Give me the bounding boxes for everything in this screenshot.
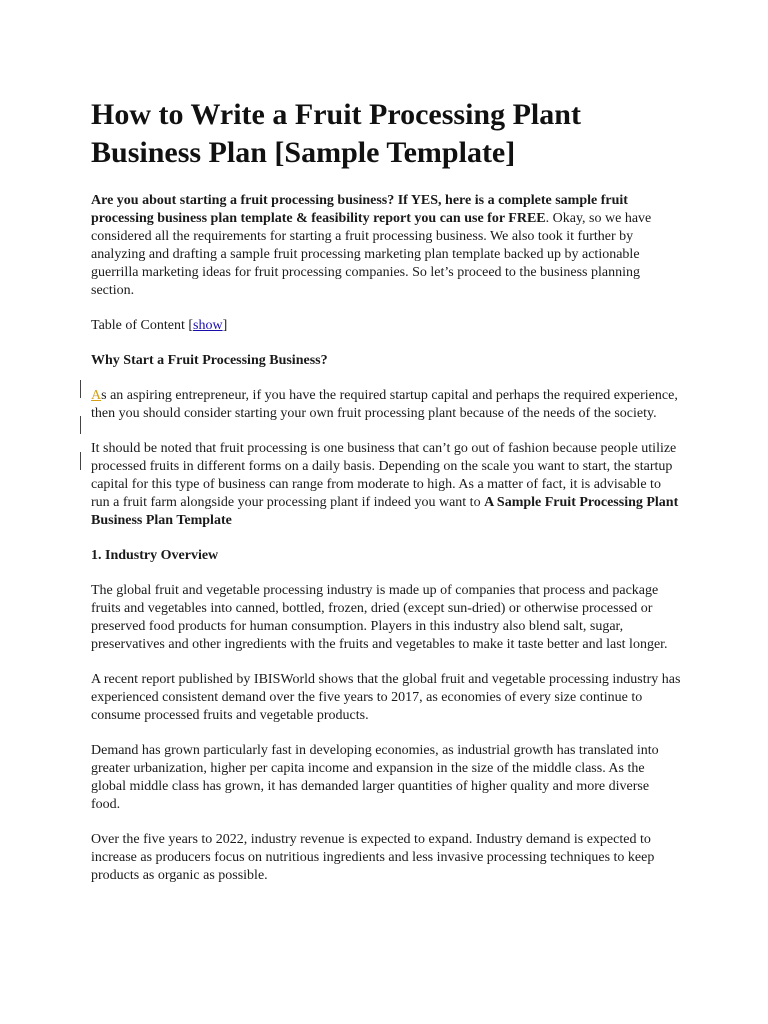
toc-label: Table of Content [ [91, 318, 194, 333]
toc-show-link[interactable]: show [193, 318, 223, 333]
paragraph-fashion [91, 440, 681, 530]
intro-paragraph [91, 192, 681, 300]
page-title: How to Write a Fruit Processing Plant Business Plan [Sample Template] [91, 98, 581, 169]
paragraph-fashion-bold: A Sample Fruit Processing Plant Business Plan Template [91, 495, 679, 528]
why-heading-text: Why Start a Fruit Processing Business? [91, 353, 328, 368]
overview-paragraph: The global fruit and vegetable processing industry is made up of companies that process and package fruits and vegetables into canned, bottled, frozen, dried (except sun-dried) or otherwise processed or preserved food products for human consumption. Players in this industry also blend salt, sugar, preservatives and other ingredients with the fruits and vegetables to make it taste better and last longer. [91, 583, 668, 652]
first-letter: A [91, 388, 102, 403]
paragraph-aspiring [91, 387, 681, 423]
toc-close: ] [222, 318, 228, 333]
margin-bar [80, 416, 81, 434]
paragraph-aspiring-rest: s an aspiring entrepreneur, if you have the required startup capital and perhaps the required experience, then you should consider starting your own fruit processing plant because of the needs of the society. [91, 388, 678, 421]
overview-paragraph: Demand has grown particularly fast in developing economies, as industrial growth has translated into greater urbanization, higher per capita income and expansion in the size of the middle class. As the global middle class has grown, it has demanded larger quantities of higher quality and more diverse food. [91, 743, 659, 812]
intro-bold: Are you about starting a fruit processing business? If YES, here is a complete sample fruit processing business plan template & feasibility report you can use for FREE [91, 193, 628, 226]
why-heading [91, 352, 681, 370]
margin-bar [80, 380, 81, 398]
overview-paragraph: A recent report published by IBISWorld shows that the global fruit and vegetable processing industry has experienced consistent demand over the five years to 2017, as economies of every size continue to consume processed fruits and vegetable products. [91, 672, 681, 723]
margin-bar [80, 452, 81, 470]
intro-rest: . Okay, so we have considered all the requirements for starting a fruit processing business. We also took it further by analyzing and drafting a sample fruit processing marketing plan template backed up by actionable guerrilla marketing ideas for fruit processing companies. So let’s proceed to the business planning section. [91, 211, 652, 298]
table-of-content [91, 317, 681, 335]
overview-paragraph: Over the five years to 2022, industry revenue is expected to expand. Industry demand is expected to increase as producers focus on nutritious ingredients and less invasive processing techniques to keep products as organic as possible. [91, 832, 655, 883]
document-page [91, 96, 681, 902]
paragraph-fashion-text: It should be noted that fruit processing is one business that can’t go out of fashion because people utilize processed fruits in different forms on a daily basis. Depending on the scale you want to start, the startup capital for this type of business can range from moderate to high. As a matter of fact, it is advisable to run a fruit farm alongside your processing plant if indeed you want to [91, 441, 677, 510]
section-heading-industry-overview [91, 547, 681, 565]
section-heading-text: 1. Industry Overview [91, 548, 219, 563]
